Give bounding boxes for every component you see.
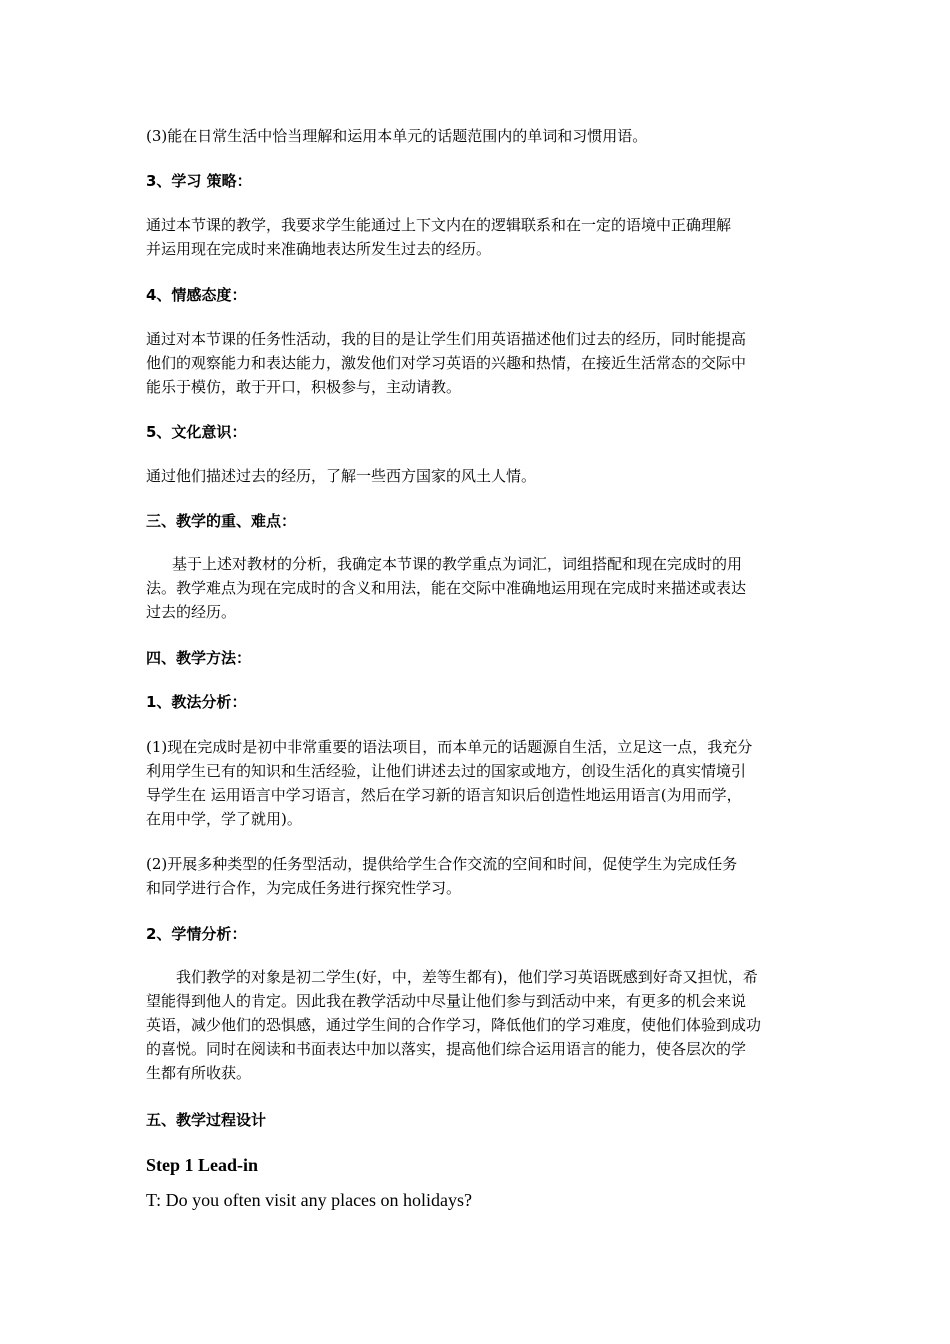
heading-attitude: 4、情感态度： — [146, 286, 247, 304]
text-line: 英语，减少他们的恐惧感，通过学生间的合作学习，降低他们的学习难度，使他们体验到成功 — [146, 1016, 762, 1034]
text-line: 在用中学，学了就用)。 — [146, 810, 302, 828]
text-line: 导学生在 运用语言中学习语言，然后在学习新的语言知识后创造性地运用语言(为用而学， — [146, 786, 742, 804]
heading-key-points: 三、教学的重、难点： — [146, 512, 297, 530]
text-line: 过去的经历。 — [146, 603, 237, 621]
paragraph-attitude — [146, 327, 808, 399]
heading-learning-strategy: 3、学习 策略： — [146, 172, 252, 190]
heading-student-analysis: 2、学情分析： — [146, 925, 247, 943]
heading-culture: 5、文化意识： — [146, 423, 247, 441]
text-line: 利用学生已有的知识和生活经验，让他们讲述去过的国家或地方，创设生活化的真实情境引 — [146, 762, 747, 780]
text-line: 通过本节课的教学，我要求学生能通过上下文内在的逻辑联系和在一定的语境中正确理解 — [146, 216, 732, 234]
text-line: 生都有所收获。 — [146, 1064, 252, 1082]
paragraph-student-analysis — [146, 965, 808, 1085]
objective-3: (3)能在日常生活中恰当理解和运用本单元的话题范围内的单词和习惯用语。 — [146, 127, 648, 145]
text-line: 通过对本节课的任务性活动，我的目的是让学生们用英语描述他们过去的经历，同时能提高 — [146, 330, 747, 348]
text-line: 的喜悦。同时在阅读和书面表达中加以落实，提高他们综合运用语言的能力，使各层次的学 — [146, 1040, 747, 1058]
text-line: 他们的观察能力和表达能力，激发他们对学习英语的兴趣和热情，在接近生活常态的交际中 — [146, 354, 747, 372]
text-line: 并运用现在完成时来准确地表达所发生过去的经历。 — [146, 240, 492, 258]
heading-teaching-process: 五、教学过程设计 — [146, 1111, 267, 1129]
text-line: (2)开展多种类型的任务型活动，提供给学生合作交流的空间和时间，促使学生为完成任务 — [146, 855, 738, 873]
text-line: (1)现在完成时是初中非常重要的语法项目，而本单元的话题源自生活，立足这一点，我充分 — [146, 738, 753, 756]
text-line: 法。教学难点为现在完成时的含义和用法，能在交际中准确地运用现在完成时来描述或表达 — [146, 579, 747, 597]
paragraph-culture: 通过他们描述过去的经历，了解一些西方国家的风土人情。 — [146, 467, 537, 485]
text-line: 望能得到他人的肯定。因此我在教学活动中尽量让他们参与到活动中来，有更多的机会来说 — [146, 992, 747, 1010]
text-line: 我们教学的对象是初二学生(好，中，差等生都有)，他们学习英语既感到好奇又担忧，希 — [176, 968, 758, 986]
paragraph-method-2 — [146, 852, 808, 900]
text-line: 和同学进行合作，为完成任务进行探究性学习。 — [146, 879, 462, 897]
paragraph-key-points — [146, 552, 808, 624]
text-line: 能乐于模仿，敢于开口，积极参与，主动请教。 — [146, 378, 462, 396]
text-line: 基于上述对教材的分析，我确定本节课的教学重点为词汇，词组搭配和现在完成时的用 — [172, 555, 743, 573]
heading-methods: 四、教学方法： — [146, 649, 252, 667]
step-1-heading: Step 1 Lead-in — [146, 1155, 259, 1175]
paragraph-method-1 — [146, 735, 808, 831]
teacher-question: T: Do you often visit any places on holidays? — [146, 1190, 473, 1210]
paragraph-learning-strategy — [146, 213, 808, 261]
heading-method-analysis: 1、教法分析： — [146, 693, 247, 711]
